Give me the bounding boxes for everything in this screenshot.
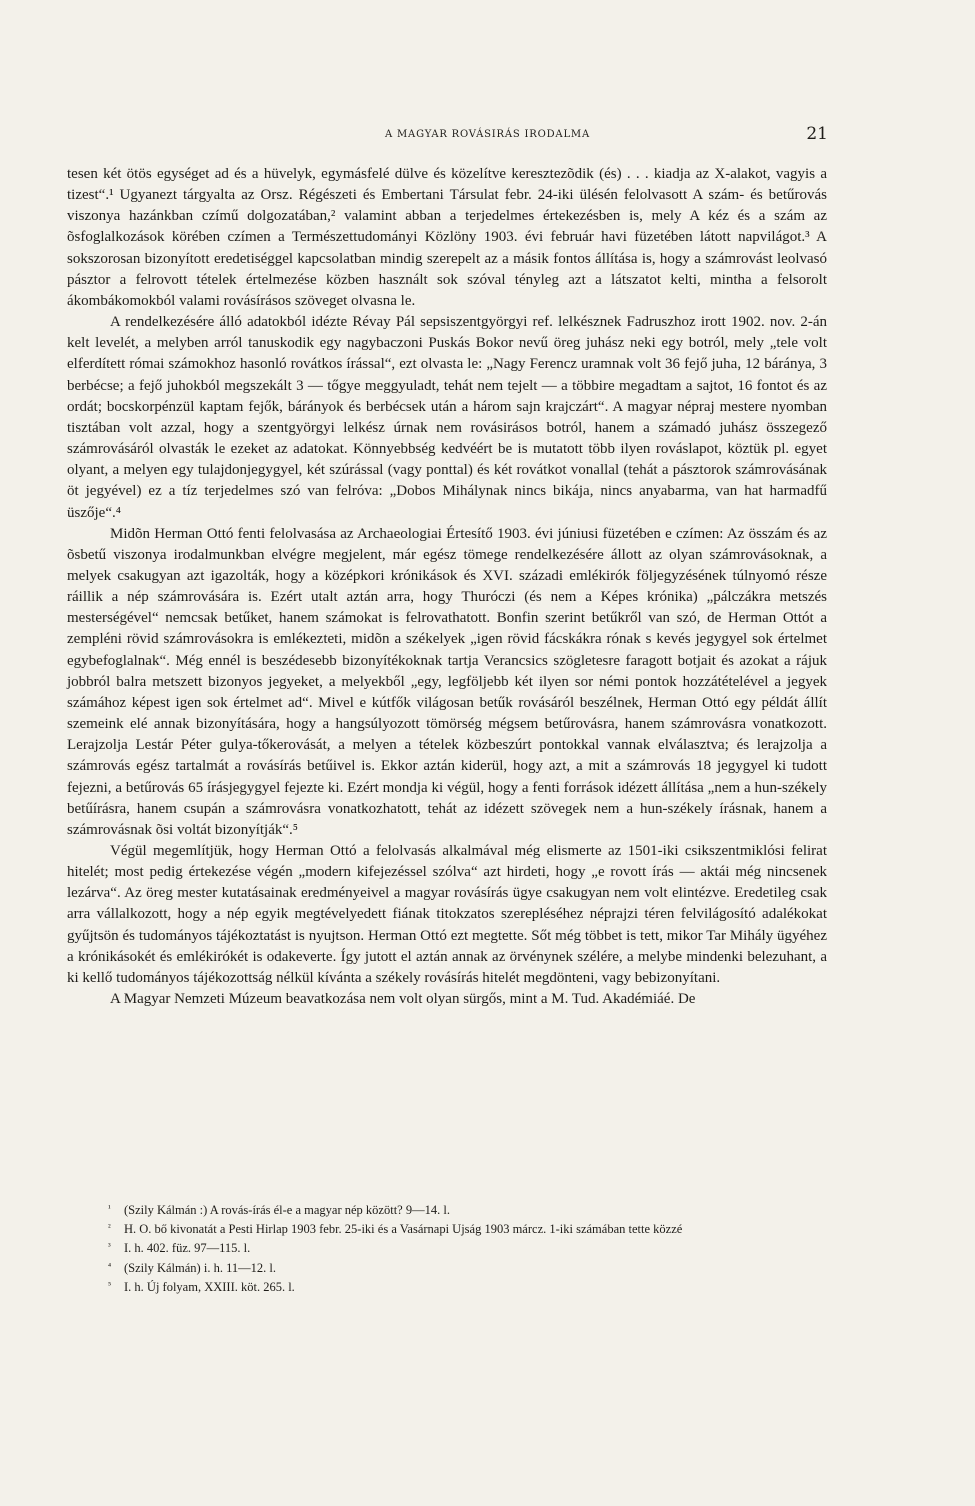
footnote-mark: ⁴ — [108, 1260, 112, 1271]
footnote-mark: ¹ — [108, 1203, 111, 1213]
footnote — [108, 1200, 828, 1219]
footnote — [108, 1219, 828, 1238]
footnote — [108, 1258, 828, 1277]
footnote-mark: ³ — [108, 1241, 111, 1252]
footnote-mark: ⁵ — [108, 1279, 112, 1290]
body-text — [67, 164, 827, 1010]
paragraph: A rendelkezésére álló adatokból idézte Révay Pál sepsiszentgyörgyi ref. lelkésznek Fadruszhoz irott 1902. nov. 2-án kelt levelét, a melyben arról tanuskodik egy nagybaczoni Puskás Bokor nevű öreg juhász neki egy botról, mely „tele volt elferdített római számokhoz hasonló rovátkos írással“, ezt olvasta le: „Nagy Ferencz uramnak volt 36 fejő juha, 12 báránya, 3 berbécse; a fejő juhokból megszekált 3 — tőgye meggyuladt, tehát nem tejelt — a többire megadtam a sajtot, 16 fontot és az ordát; bocskorpénzül kaptam fejők, bárányok és berbécsek után a három sajn krajczárt“. A magyar népraj mestere nyomban tisztában volt azzal, hogy a szentgyörgyi lelkész úrnak nem rovásirásos botról, hanem a számadó juhász összegező számrovásáról olvasták le ezeket az adatokat. Könnyebbség kedvéért be is mutatott több ilyen rováslapot, köztük pl. egyet olyant, a melyen egy tulajdonjegygyel, két szúrással (vagy ponttal) és két rovátkot vonallal (tehát a pásztorok számrovásának öt jegyével) ez a tíz terjedelmes szó van felróva: „Dobos Mihálynak nincs bikája, nincs anyabarma, van hat harmadfű üszője“.⁴ — [67, 314, 827, 521]
page-number: 21 — [806, 124, 828, 144]
footnote-mark: ² — [108, 1222, 111, 1233]
footnote — [108, 1238, 828, 1257]
paragraph: tesen két ötös egységet ad és a hüvelyk, egymásfelé dülve és közelítve keresztezõdik (és) . . . kiadja az X-alakot, vagyis a tizest“.¹ Ugyanezt tárgyalta az Orsz. Régészeti és Embertani Társulat febr. 24-iki ülésén felolvasott A szám- és betűrovás viszonya hazánkban czímű dolgozatában,² valamint abban a terjedelmes értekezésben is, mely A kéz és a szám az õsfoglalkozások körében czímen a Természettudományi Közlöny 1903. évi február havi füzetében látott napvilágot.³ A sokszorosan bizonyított eredetiséggel kapcsolatban mindig szerepelt az a másik fontos állítása is, hogy a számrovást leolvasó pásztor a felrovott tételek értelmezése közben használt sok szóval tényleg azt a látszatot kelti, mintha a felsorolt ákombákomokból valami rovásírásos szöveget olvasna le. — [67, 166, 827, 309]
paragraph: Midõn Herman Ottó fenti felolvasása az Archaeologiai Értesítő 1903. évi júniusi füzetében e czímen: Az összám és az õsbetű viszonya irodalmunkban elvégre megjelent, már egész tömege rendelkezésére állott az olyan számrovásoknak, a melyek csakugyan azt igazolták, hogy a középkori krónikások és XVI. századi emlékirók följegyzésének túlnyomó része ráillik a nép számrovására is. Ezért utalt aztán arra, hogy Thuróczi (és nem a Képes krónika) „pálczákra metszés mesterségével“ nemcsak betűket, hanem számokat is felrovathatott. Bonfin szerint betűkről van szó, de Herman Ottót a zempléni rövid számrovásokra is emlékezteti, midõn a székelyek „igen rövid fácskákra rónak s kevés jegygyel sok értelmet egybefoglalnak“. Még ennél is beszédesebb bizonyítékoknak tartja Verancsics szögletesre faragott botjait és azokat a rájuk jobbról balra metszett bizonyos jegyeket, a melyekből „egy, legföljebb két ilyen sor némi pontok hozzátételével a jegyek számához képest igen sok értelmet ad“. Mivel e kútfők világosan betűk rovásáról beszélnek, Herman Ottó egy példát állít szemeink elé annak bizonyítására, hogy a hangsúlyozott tömörség mégsem betűrovásra, hanem számrovásra vonatkozott. Lerajzolja Lestár Péter gulya-tőkerovását, a melyen a tételek közbeszúrt pontokkal vannak elválasztva; és lerajzolja a számrovás egész tartalmát a rovásírás betűivel is. Ekkor aztán kiderül, hogy azt, a mit a számrovás 18 jegygyel ki tudott fejezni, a betűrovás 65 írásjegygyel fejezte ki. Ezért mondja ki végül, hogy a fenti források idézett állítása „nem a hun-székely betűírásra, hanem csupán a számrovásra vonatkozhatott, tehát az idézett szövegek nem a hun-székely írásnak, hanem a számrovásnak õsi voltát bizonyítják“.⁵ — [67, 525, 827, 838]
footnote-text: H. O. bő kivonatát a Pesti Hirlap 1903 febr. 25-iki és a Vasárnapi Ujság 1903 márcz. 1-iki számában tette közzé — [124, 1222, 683, 1237]
footnote-text: I. h. 402. füz. 97—115. l. — [124, 1241, 251, 1256]
footnote-text: I. h. Új folyam, XXIII. köt. 265. l. — [124, 1279, 295, 1294]
running-head: A MAGYAR ROVÁSIRÁS IRODALMA — [385, 129, 590, 140]
footnote — [108, 1277, 828, 1296]
footnotes — [108, 1200, 828, 1296]
footnote-text: (Szily Kálmán :) A rovás-írás él-e a magyar nép között? 9—14. l. — [124, 1203, 450, 1217]
footnote-text: (Szily Kálmán) i. h. 11—12. l. — [124, 1260, 276, 1275]
paragraph: A Magyar Nemzeti Múzeum beavatkozása nem volt olyan sürgős, mint a M. Tud. Akadémiáé. De — [110, 991, 696, 1008]
paragraph: Végül megemlítjük, hogy Herman Ottó a felolvasás alkalmával még elismerte az 1501-iki csikszentmiklósi felirat hitelét; most pedig értekezése végén „modern kifejezéssel szólva“ azt hirdeti, hogy „e rovott írás — aktái még nincsenek lezárva“. Az öreg mester kutatásainak eredményeivel a magyar rovásírás ügye csakugyan nem volt elintézve. Eredetileg csak arra vállalkozott, hogy a nép egyik megtévelyedett fiának titokzatos szerepléséhez néprajzi téren felvilágosító adalékokat gyűjtsön és tudományos tájékoztatást is nyujtson. Herman Ottó ezt megtette. Sőt még többet is tett, mikor Tar Mihály ügyéhez a krónikásokét és emlékirókét is odakeverte. Így jutott el aztán annak az örvénynek szélére, a melybe mindenki belezuhant, a ki kellő tudományos tájékozottság nélkül kívánta a székely rovásírás hitelét megdönteni, vagy bebizonyítani. — [67, 843, 827, 986]
